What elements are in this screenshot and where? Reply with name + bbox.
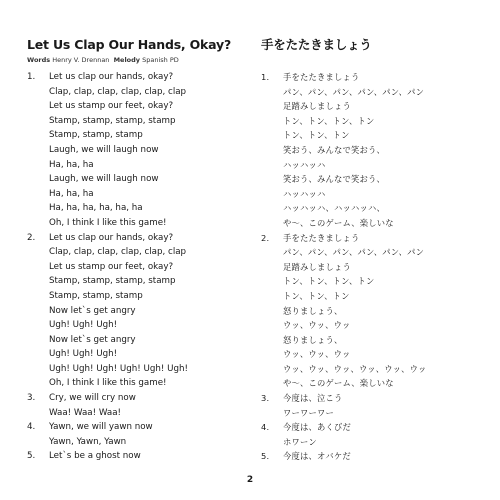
lyric-text: 笑おう、みんなで笑おう、 <box>283 144 385 155</box>
melody-source: Spanish PD <box>142 56 179 64</box>
page-number: 2 <box>246 475 254 485</box>
lyric-text: Let us stamp our feet, okay? <box>49 101 174 112</box>
lyric-line <box>261 274 486 289</box>
lyric-text: Ha, ha, ha <box>49 188 94 199</box>
verse-number: 5. <box>261 451 270 462</box>
lyric-line <box>261 201 486 216</box>
verse <box>27 231 257 392</box>
lyric-line <box>261 376 486 391</box>
english-lyrics-column <box>27 37 257 464</box>
lyric-text: 怒りましょう、 <box>283 334 343 345</box>
lyric-line <box>261 289 486 304</box>
lyric-line <box>261 172 486 187</box>
lyric-line <box>27 449 257 464</box>
lyric-text: や～、このゲーム、楽しいな <box>283 378 394 389</box>
lyric-line <box>261 187 486 202</box>
lyric-line <box>27 376 257 391</box>
lyric-text: トン、トン、トン <box>283 290 350 301</box>
lyric-line <box>261 231 486 246</box>
lyric-text: Ugh! Ugh! Ugh! Ugh! Ugh! Ugh! <box>49 363 188 374</box>
lyric-line <box>261 70 486 85</box>
lyric-text: Stamp, stamp, stamp, stamp <box>49 115 176 126</box>
lyric-text: や～、このゲーム、楽しいな <box>283 217 394 228</box>
lyric-text: Ugh! Ugh! Ugh! <box>49 320 118 331</box>
verse-number: 4. <box>27 422 36 433</box>
lyric-line <box>261 158 486 173</box>
lyric-line <box>261 304 486 319</box>
lyric-line <box>27 143 257 158</box>
lyric-line <box>261 406 486 421</box>
japanese-song-title: 手をたたきましょう <box>261 37 372 52</box>
lyric-line <box>261 99 486 114</box>
lyric-text: Laugh, we will laugh now <box>49 144 159 155</box>
lyric-line <box>261 391 486 406</box>
lyric-text: Now let`s get angry <box>49 305 136 316</box>
lyric-line <box>27 114 257 129</box>
song-credits <box>27 55 257 65</box>
verse <box>27 391 257 420</box>
lyric-line <box>27 128 257 143</box>
verse <box>27 449 257 464</box>
lyric-line <box>261 260 486 275</box>
lyric-line <box>27 172 257 187</box>
lyric-text: ウッ、ウッ、ウッ、ウッ、ウッ、ウッ <box>283 363 427 374</box>
lyric-text: Yawn, Yawn, Yawn <box>49 436 127 447</box>
lyric-line <box>27 318 257 333</box>
lyric-text: Stamp, stamp, stamp <box>49 130 143 141</box>
lyric-text: 手をたたきましょう <box>283 232 360 243</box>
lyric-text: Ugh! Ugh! Ugh! <box>49 349 118 360</box>
lyric-text: ハッハッハ、ハッハッハ、 <box>283 203 385 214</box>
lyric-text: Let us clap our hands, okay? <box>49 72 174 82</box>
lyric-text: Let us clap our hands, okay? <box>49 232 174 243</box>
lyric-text: Clap, clap, clap, clap, clap, clap <box>49 247 187 258</box>
lyric-line <box>27 201 257 216</box>
lyric-line <box>27 333 257 348</box>
lyric-text: Now let`s get angry <box>49 334 136 345</box>
lyric-text: Oh, I think I like this game! <box>49 217 167 228</box>
lyric-text: 手をたたきましょう <box>283 72 360 82</box>
lyric-text: Waa! Waa! Waa! <box>49 407 122 418</box>
lyric-text: 怒りましょう、 <box>283 305 343 316</box>
words-author: Henry V. Drennan <box>52 56 110 64</box>
lyric-line <box>27 260 257 275</box>
lyric-text: ホワーン <box>283 436 317 447</box>
lyric-line <box>261 449 486 464</box>
lyric-text: 足踏みしましょう <box>283 261 351 272</box>
lyric-text: トン、トン、トン、トン <box>283 115 375 126</box>
lyric-text: Oh, I think I like this game! <box>49 378 167 389</box>
lyric-line <box>27 435 257 450</box>
english-verses <box>27 70 257 464</box>
verse <box>261 391 486 420</box>
lyric-text: トン、トン、トン、トン <box>283 276 375 287</box>
lyric-text: ウッ、ウッ、ウッ <box>283 320 351 331</box>
lyric-text: Let`s be a ghost now <box>49 451 141 462</box>
verse <box>261 420 486 449</box>
lyric-text: パン、パン、パン、パン、パン、パン <box>283 86 425 97</box>
verse <box>261 449 486 464</box>
lyric-line <box>261 347 486 362</box>
lyric-text: Clap, clap, clap, clap, clap, clap <box>49 86 187 97</box>
lyric-text: 今度は、あくびだ <box>283 422 351 433</box>
verse-number: 3. <box>27 393 36 404</box>
japanese-verses <box>261 70 486 464</box>
lyric-line <box>27 347 257 362</box>
lyric-line <box>27 274 257 289</box>
lyric-line <box>261 420 486 435</box>
lyric-line <box>27 85 257 100</box>
verse-number: 2. <box>261 232 270 243</box>
lyric-text: Let us stamp our feet, okay? <box>49 261 174 272</box>
lyric-line <box>27 187 257 202</box>
lyric-line <box>27 362 257 377</box>
lyric-line <box>261 85 486 100</box>
lyric-line <box>27 231 257 246</box>
lyric-line <box>27 245 257 260</box>
lyric-line <box>261 216 486 231</box>
verse <box>27 420 257 449</box>
lyric-text: 今度は、泣こう <box>283 393 343 404</box>
verse-number: 2. <box>27 232 36 243</box>
lyric-line <box>27 99 257 114</box>
lyric-text: ハッハッハ <box>283 159 326 170</box>
lyric-text: Cry, we will cry now <box>49 393 136 404</box>
lyric-line <box>261 143 486 158</box>
verse-number: 3. <box>261 393 270 404</box>
lyric-text: Stamp, stamp, stamp, stamp <box>49 276 176 287</box>
verse <box>261 231 486 392</box>
lyric-text: ワーワーワー <box>283 407 334 418</box>
lyric-line <box>27 216 257 231</box>
lyric-line <box>27 406 257 421</box>
words-label: Words <box>27 56 51 64</box>
lyric-line <box>27 391 257 406</box>
japanese-credits-spacer <box>261 55 486 65</box>
lyric-text: 足踏みしましょう <box>283 101 351 112</box>
lyric-text: Yawn, we will yawn now <box>49 422 153 433</box>
verse-number: 1. <box>27 72 36 82</box>
melody-label: Melody <box>113 56 141 64</box>
lyric-text: 笑おう、みんなで笑おう、 <box>283 174 385 185</box>
verse <box>261 70 486 231</box>
lyric-line <box>27 304 257 319</box>
lyric-line <box>261 362 486 377</box>
lyric-text: ハッハッハ <box>283 188 326 199</box>
lyric-text: パン、パン、パン、パン、パン、パン <box>283 247 425 258</box>
lyric-line <box>27 158 257 173</box>
lyric-line <box>261 245 486 260</box>
lyric-text: Ha, ha, ha, ha, ha, ha <box>49 203 143 214</box>
lyric-text: ウッ、ウッ、ウッ <box>283 349 351 360</box>
lyric-line <box>261 128 486 143</box>
lyric-line <box>261 333 486 348</box>
lyric-text: Stamp, stamp, stamp <box>49 290 143 301</box>
verse-number: 5. <box>27 451 36 462</box>
lyric-line <box>27 70 257 85</box>
lyric-line <box>261 435 486 450</box>
japanese-lyrics-column <box>261 37 486 464</box>
lyric-line <box>27 420 257 435</box>
lyric-line <box>261 318 486 333</box>
lyric-text: Laugh, we will laugh now <box>49 174 159 185</box>
lyric-text: 今度は、オバケだ <box>283 451 351 462</box>
verse-number: 1. <box>261 72 270 82</box>
english-song-title: Let Us Clap Our Hands, Okay? <box>27 37 232 52</box>
verse-number: 4. <box>261 422 270 433</box>
lyric-text: Ha, ha, ha <box>49 159 94 170</box>
lyric-line <box>27 289 257 304</box>
verse <box>27 70 257 231</box>
lyric-line <box>261 114 486 129</box>
lyric-text: トン、トン、トン <box>283 130 350 141</box>
